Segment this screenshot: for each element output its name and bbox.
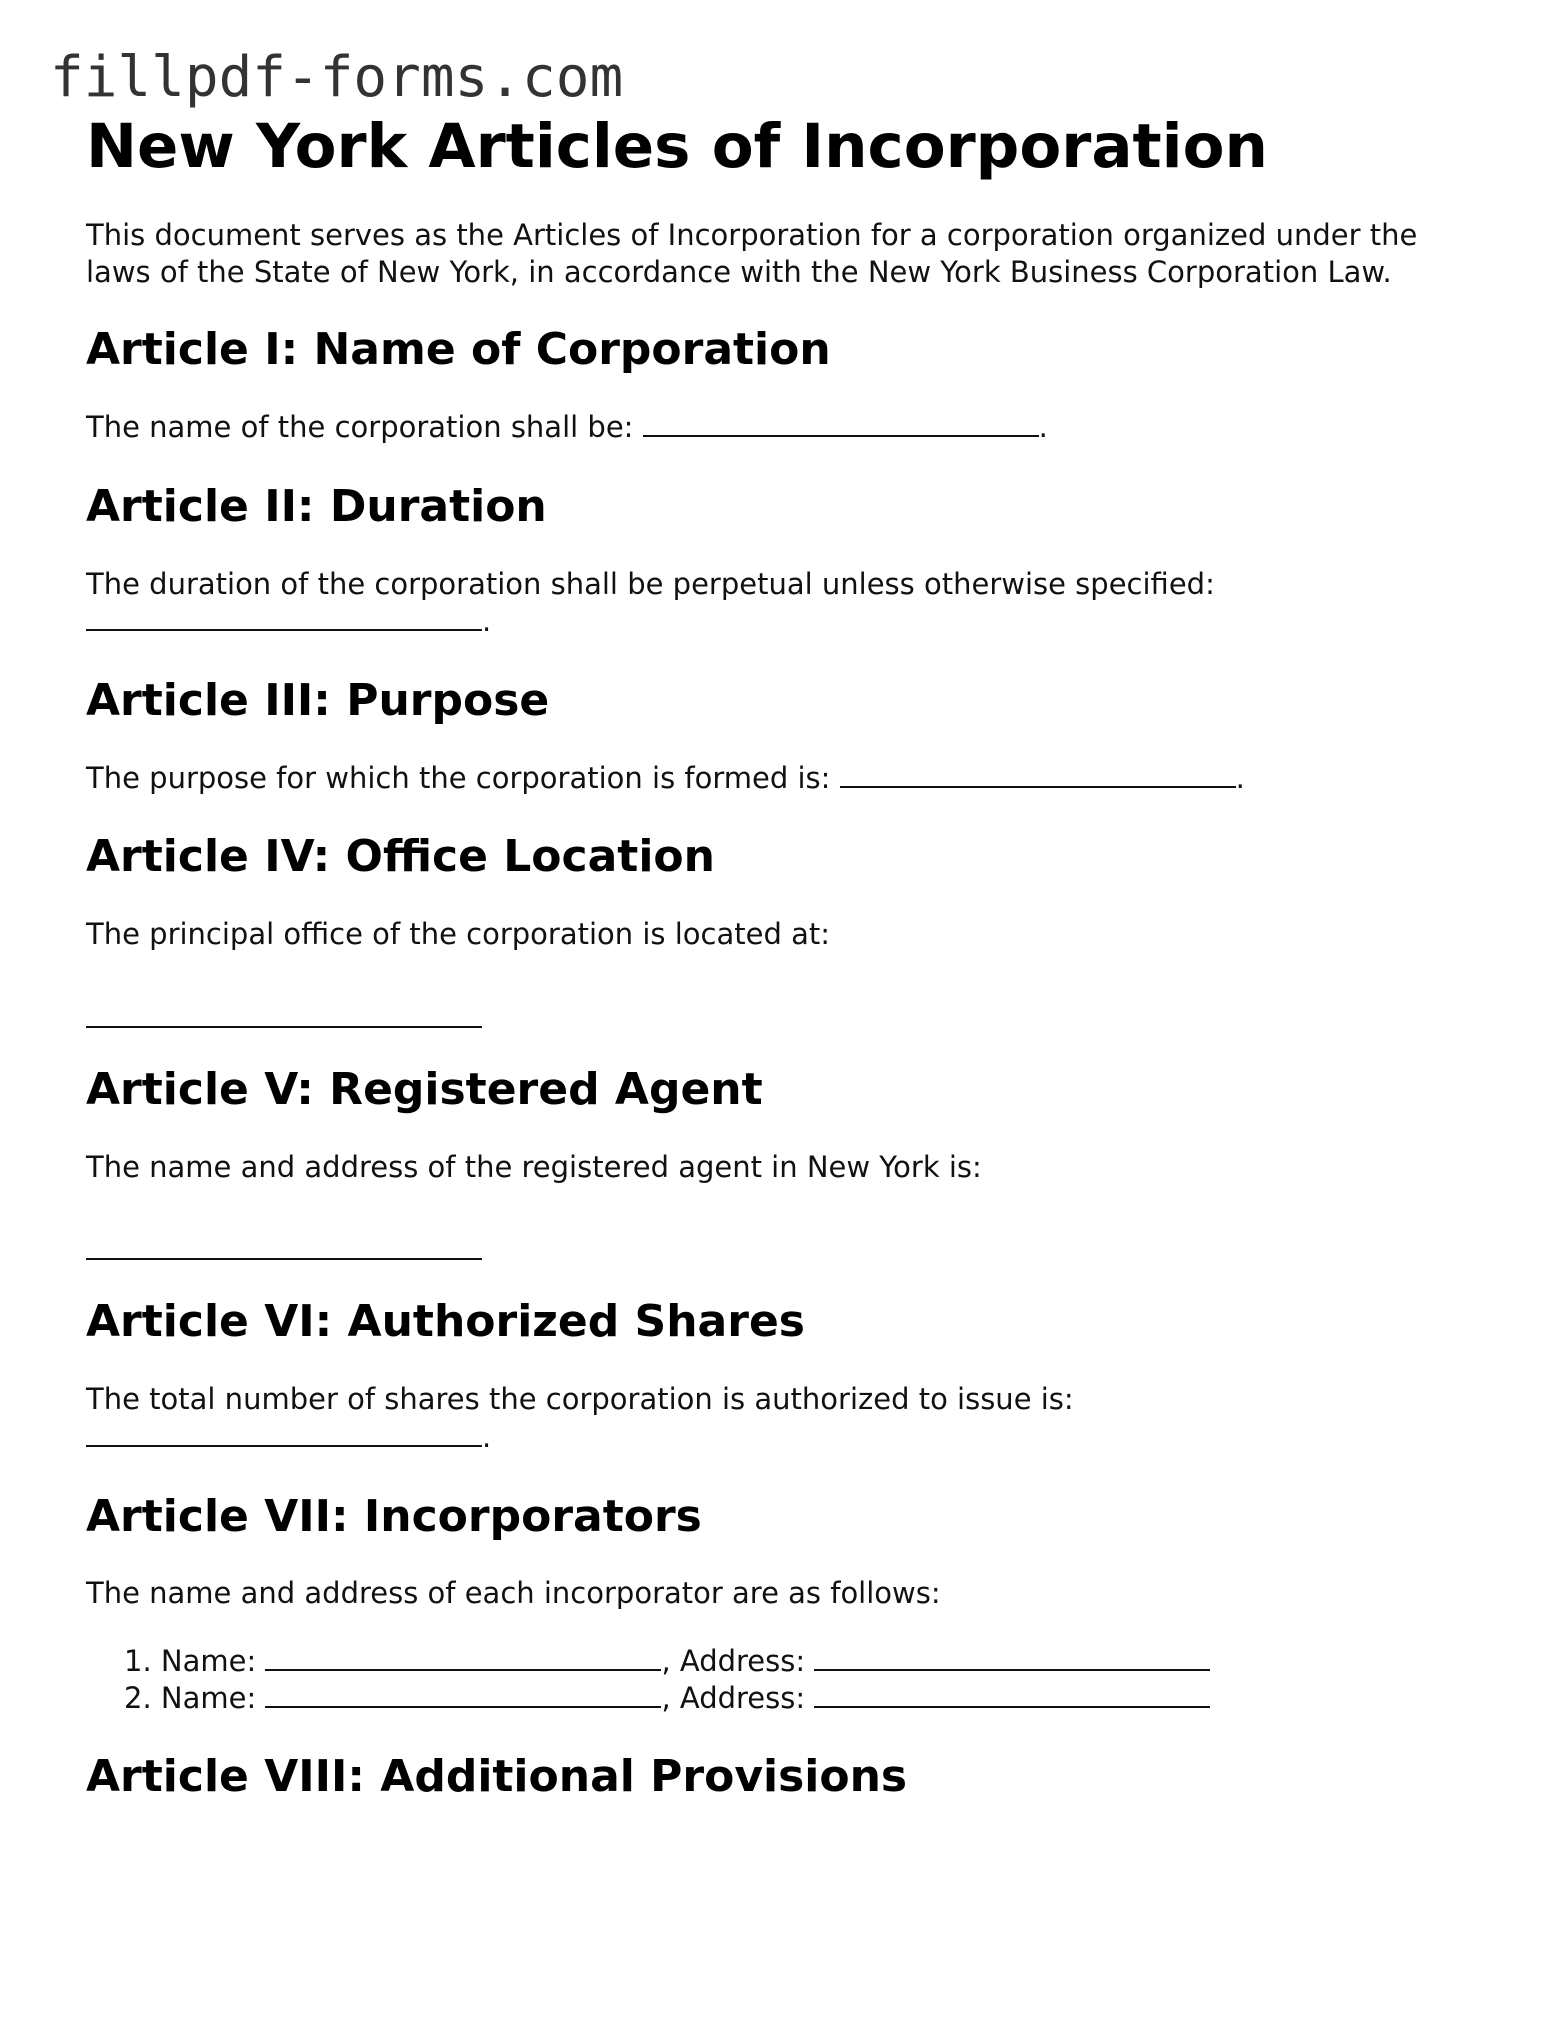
watermark: fillpdf-forms.com <box>50 45 624 110</box>
incorporator-2-name-field[interactable] <box>265 1680 661 1708</box>
period: . <box>1235 760 1245 795</box>
article-7-text: The name and address of each incorporator are as follows: <box>86 1576 941 1611</box>
article-1-text <box>86 409 1486 447</box>
article-1-heading: Article I: Name of Corporation <box>86 324 831 376</box>
article-4-heading: Article IV: Office Location <box>86 831 715 883</box>
registered-agent-field[interactable] <box>86 1232 482 1260</box>
article-5-heading: Article V: Registered Agent <box>86 1063 763 1115</box>
article-4-text: The principal office of the corporation is located at: <box>86 917 831 952</box>
incorporator-1-address-field[interactable] <box>814 1643 1210 1671</box>
article-3-heading: Article III: Purpose <box>86 674 550 726</box>
period: . <box>482 604 492 639</box>
list-item: 2. Name: , Address: <box>124 1680 1486 1717</box>
article-8-heading: Article VIII: Additional Provisions <box>86 1751 908 1803</box>
article-7-heading: Article VII: Incorporators <box>86 1490 702 1542</box>
list-item: 1. Name: , Address: <box>124 1643 1486 1680</box>
article-3-label: The purpose for which the corporation is formed is: <box>86 760 840 795</box>
period: . <box>1038 410 1048 445</box>
page-title: New York Articles of Incorporation <box>86 111 1268 182</box>
incorporators-list <box>124 1643 1486 1717</box>
article-6-label: The total number of shares the corporation is authorized to issue is: <box>86 1382 1074 1417</box>
article-3-text <box>86 760 1486 798</box>
article-2-label: The duration of the corporation shall be perpetual unless otherwise specified: <box>86 566 1215 601</box>
office-location-field[interactable] <box>86 1000 482 1028</box>
incorporator-2-address-field[interactable] <box>814 1680 1210 1708</box>
article-6-heading: Article VI: Authorized Shares <box>86 1296 805 1348</box>
duration-field[interactable] <box>86 603 482 631</box>
incorporator-1-name-field[interactable] <box>265 1643 661 1671</box>
article-1-label: The name of the corporation shall be: <box>86 410 643 445</box>
article-6-text <box>86 1381 1486 1456</box>
corporation-name-field[interactable] <box>643 409 1039 437</box>
intro-paragraph: This document serves as the Articles of Incorporation for a corporation organized under the laws of the State of New York, in accordance with the New York Business Corporation Law. <box>86 218 1418 289</box>
period: . <box>482 1419 492 1454</box>
document-page <box>86 110 1486 1804</box>
article-2-text <box>86 566 1486 641</box>
article-5-text: The name and address of the registered agent in New York is: <box>86 1149 982 1184</box>
article-2-heading: Article II: Duration <box>86 480 547 532</box>
authorized-shares-field[interactable] <box>86 1419 482 1447</box>
purpose-field[interactable] <box>840 760 1236 788</box>
